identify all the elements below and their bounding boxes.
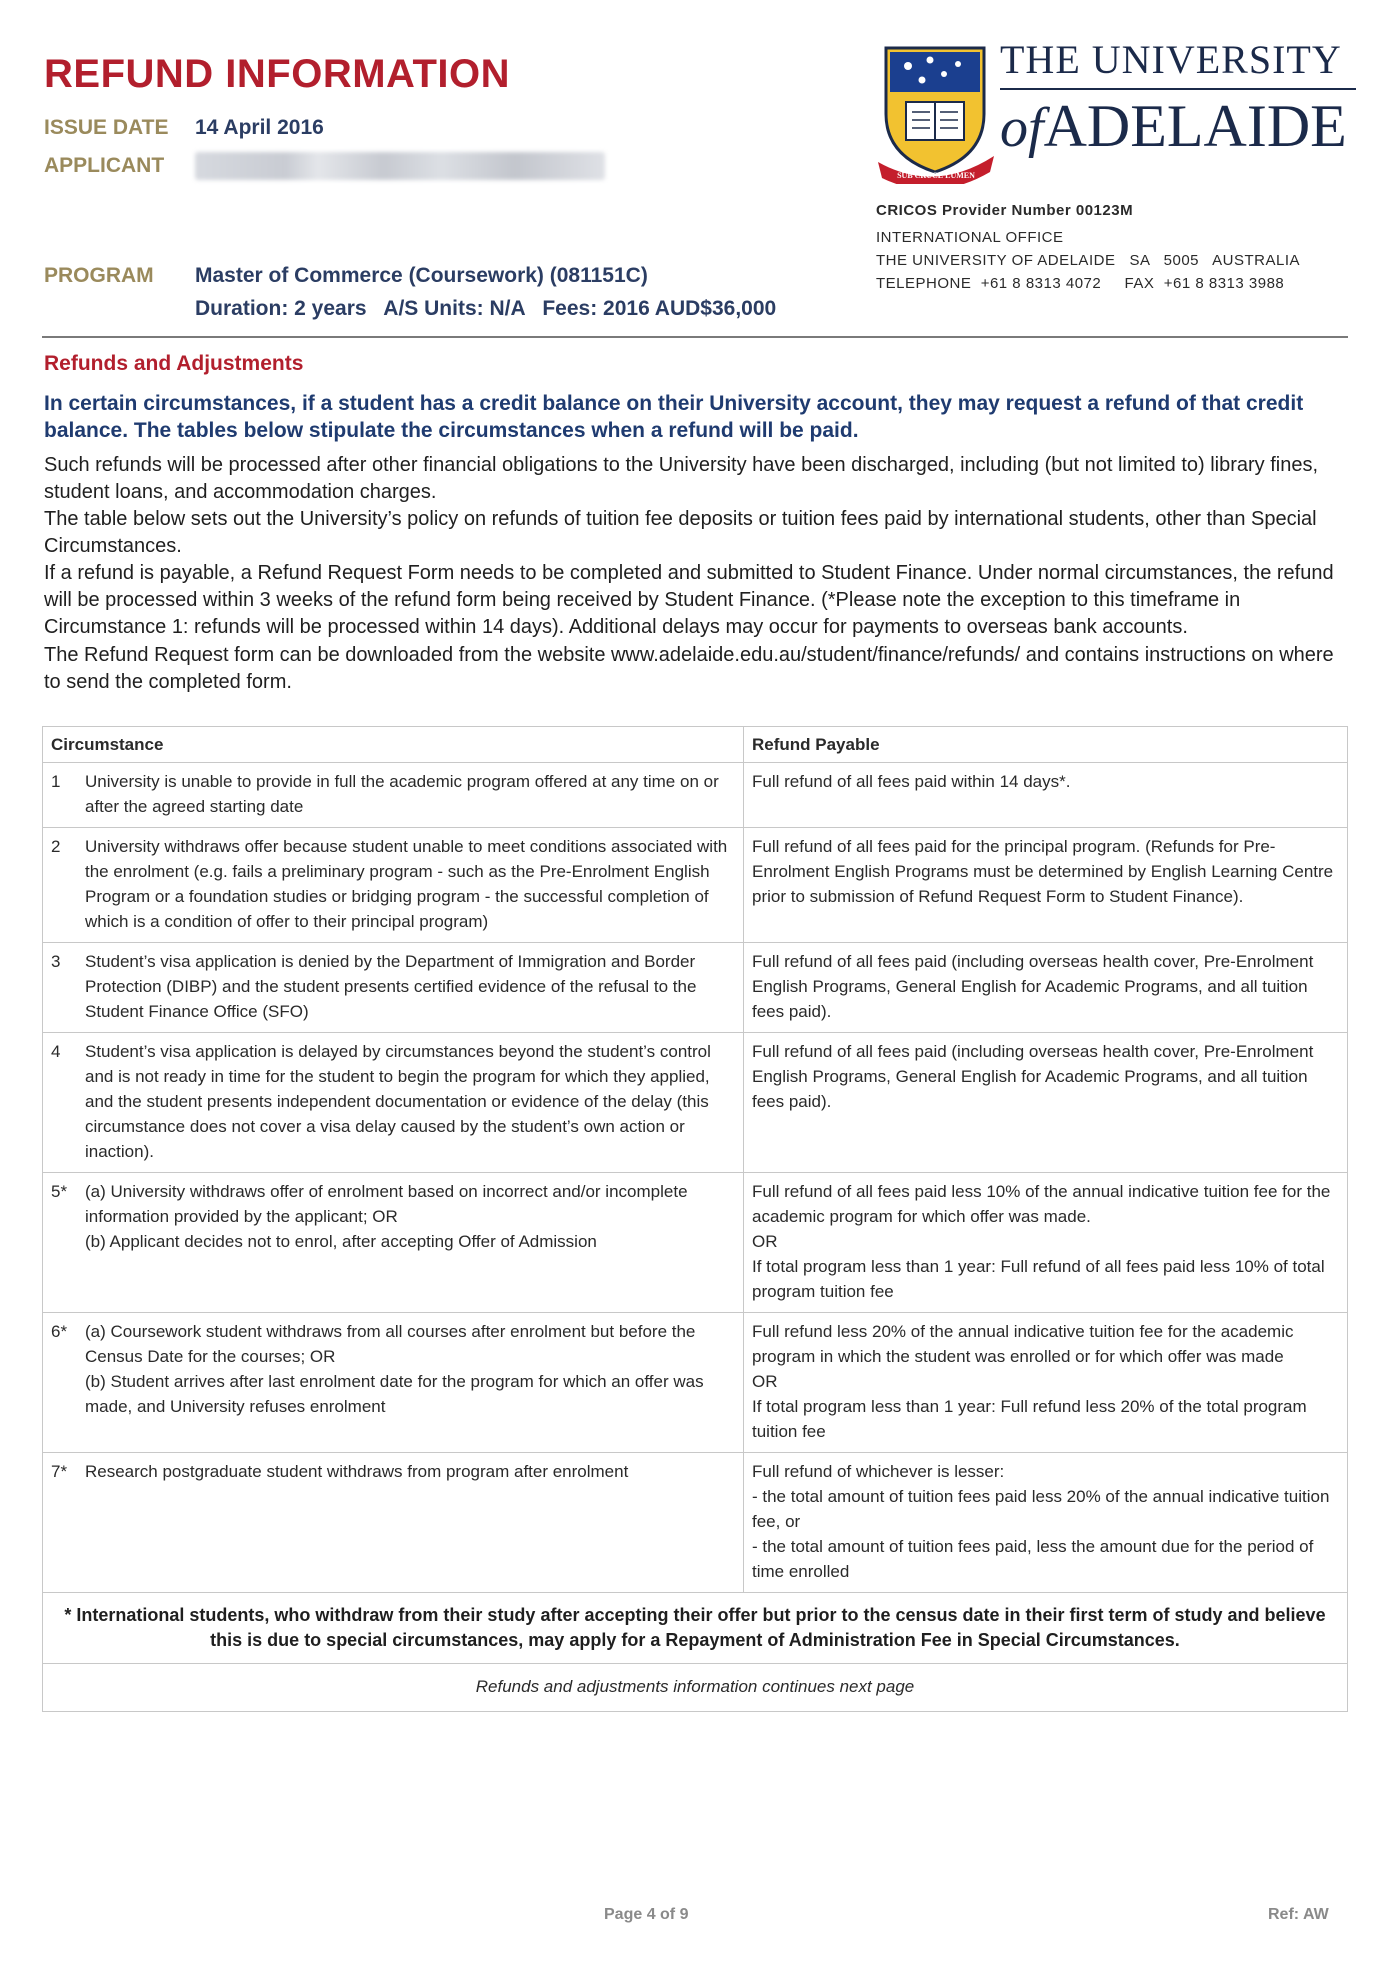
circumstance-cell [77,1033,744,1173]
reference-code: Ref: AW [1268,1906,1329,1923]
section-intro: In certain circumstances, if a student has a credit balance on their University account, they may request a refund of that credit balance. The tables below stipulate the circumstances when a refund will be paid. [44,392,1304,442]
wordmark-rule [1000,88,1356,90]
header-divider [42,336,1348,338]
university-crest-icon [878,44,996,184]
table-row [43,1033,1348,1173]
circumstance-text: (a) Coursework student withdraws from all courses after enrolment but before the Census Date for the courses; OR [85,1322,696,1366]
issue-date-label: ISSUE DATE [44,116,169,139]
university-name-line1: THE UNIVERSITY [1000,37,1342,82]
row-number: 1 [43,763,78,828]
continues-next-page-note: Refunds and adjustments information continues next page [43,1664,1348,1712]
program-row [44,264,648,288]
refund-cell [744,763,1348,828]
refund-text: Full refund of all fees paid less 10% of the annual indicative tuition fee for the academic program for which offer was made. [752,1182,1331,1226]
circumstance-text: Student’s visa application is denied by the Department of Immigration and Border Protection (DIBP) and the student presents certified evidence of the refusal to the Student Finance Office (SFO) [85,952,697,1021]
row-number: 4 [43,1033,78,1173]
page-title: REFUND INFORMATION [44,52,510,96]
university-wordmark [1000,38,1360,160]
program-details-row [195,297,776,321]
program-name: Master of Commerce (Coursework) (081151C) [195,264,648,287]
program-details: Duration: 2 years A/S Units: N/A Fees: 2016 AUD$36,000 [195,297,777,320]
applicant-name-redacted [195,152,605,180]
refund-text: OR [752,1232,778,1251]
circumstance-cell [77,763,744,828]
circumstance-cell [77,1453,744,1593]
circumstance-cell [77,1173,744,1313]
crest-motto: SUB CRUCE LUMEN [897,171,975,180]
refund-text: Full refund of all fees paid (including overseas health cover, Pre-Enrolment English Programs, General English for Academic Programs, and all tuition fees paid). [752,952,1314,1021]
column-header-circumstance: Circumstance [43,727,744,763]
paragraph-1: Such refunds will be processed after other financial obligations to the University have been discharged, including (but not limited to) library fines, student loans, and accommodation charges. [44,454,1319,503]
refund-text: Full refund of all fees paid within 14 days*. [752,772,1071,791]
applicant-label: APPLICANT [44,153,165,177]
circumstance-text: Research postgraduate student withdraws from program after enrolment [85,1462,629,1481]
refund-cell [744,1313,1348,1453]
row-number: 5* [43,1173,78,1313]
office-address: THE UNIVERSITY OF ADELAIDE SA 5005 AUSTRALIA [876,252,1301,269]
table-row [43,763,1348,828]
refund-cell [744,1173,1348,1313]
paragraph-4: The Refund Request form can be downloaded from the website www.adelaide.edu.au/student/finance/refunds/ and contains instructions on where to send the completed form. [44,644,1334,693]
row-number: 2 [43,828,78,943]
office-name: INTERNATIONAL OFFICE [876,229,1064,246]
refund-text: - the total amount of tuition fees paid, less the amount due for the period of time enrolled [752,1537,1314,1581]
refund-cell [744,1033,1348,1173]
column-header-refund: Refund Payable [744,727,1348,763]
refund-text: Full refund of all fees paid for the principal program. (Refunds for Pre-Enrolment English Programs must be determined by English Learning Centre prior to submission of Refund Request Form to Student Finance). [752,837,1334,906]
circumstance-cell [77,943,744,1033]
refund-text: Full refund of all fees paid (including overseas health cover, Pre-Enrolment English Programs, General English for Academic Programs, and all tuition fees paid). [752,1042,1314,1111]
row-number: 3 [43,943,78,1033]
refund-text: - the total amount of tuition fees paid less 20% of the annual indicative tuition fee, or [752,1487,1330,1531]
circumstance-text: (b) Applicant decides not to enrol, after accepting Offer of Admission [85,1232,597,1251]
issue-date-row [44,116,324,140]
circumstance-text: (a) University withdraws offer of enrolment based on incorrect and/or incomplete information provided by the applicant; OR [85,1182,688,1226]
refund-text: If total program less than 1 year: Full refund less 20% of the total program tuition fee [752,1397,1307,1441]
refund-table [42,726,1348,1712]
refund-cell [744,943,1348,1033]
cricos-number: CRICOS Provider Number 00123M [876,202,1134,219]
section-heading: Refunds and Adjustments [44,352,304,375]
circumstance-text: University withdraws offer because student unable to meet conditions associated with the enrolment (e.g. fails a preliminary program - such as the Pre-Enrolment English Program or a foundation studies or bridging program - the successful completion of which is a condition of offer to their principal program) [85,837,728,931]
table-row [43,1453,1348,1593]
row-number: 6* [43,1313,78,1453]
university-name-of: of [1000,97,1044,159]
footnote-row [43,1593,1348,1664]
office-phone-fax: TELEPHONE +61 8 8313 4072 FAX +61 8 8313 3988 [876,275,1285,292]
table-row [43,943,1348,1033]
program-label: PROGRAM [44,264,154,287]
table-row [43,1313,1348,1453]
circumstance-text: University is unable to provide in full the academic program offered at any time on or after the agreed starting date [85,772,719,816]
circumstance-text: Student’s visa application is delayed by circumstances beyond the student’s control and is not ready in time for the student to begin the program for which they applied, and the student presents independent documentation or evidence of the delay (this circumstance does not cover a visa delay caused by the student’s own action or inaction). [85,1042,711,1161]
refund-text: OR [752,1372,778,1391]
table-row [43,1173,1348,1313]
row-number: 7* [43,1453,78,1593]
paragraph-3: If a refund is payable, a Refund Request Form needs to be completed and submitted to Student Finance. Under normal circumstances, the refund will be processed within 3 weeks of the refund form being received by Student Finance. (*Please note the exception to this timeframe in Circumstance 1: refunds will be processed within 14 days). Additional delays may occur for payments to overseas bank accounts. [44,562,1334,638]
refund-cell [744,828,1348,943]
university-name-line2: ADELAIDE [1043,93,1347,159]
circumstance-cell [77,828,744,943]
refund-text: Full refund of whichever is lesser: [752,1462,1005,1481]
paragraph-2: The table below sets out the University’s policy on refunds of tuition fee deposits or tuition fees paid by international students, other than Special Circumstances. [44,508,1317,557]
table-header-row [43,727,1348,763]
continues-row [43,1664,1348,1712]
page-number: Page 4 of 9 [604,1906,689,1923]
refund-text: Full refund less 20% of the annual indicative tuition fee for the academic program in which the student was enrolled or for which offer was made [752,1322,1294,1366]
special-circumstances-footnote: * International students, who withdraw from their study after accepting their offer but prior to the census date in their first term of study and believe this is due to special circumstances, may apply for a Repayment of Administration Fee in Special Circumstances. [43,1593,1348,1664]
issue-date-value: 14 April 2016 [195,116,324,139]
circumstance-cell [77,1313,744,1453]
refund-cell [744,1453,1348,1593]
applicant-row [44,152,605,180]
table-row [43,828,1348,943]
circumstance-text: (b) Student arrives after last enrolment date for the program for which an offer was made, and University refuses enrolment [85,1372,704,1416]
refund-text: If total program less than 1 year: Full refund of all fees paid less 10% of total program tuition fee [752,1257,1325,1301]
